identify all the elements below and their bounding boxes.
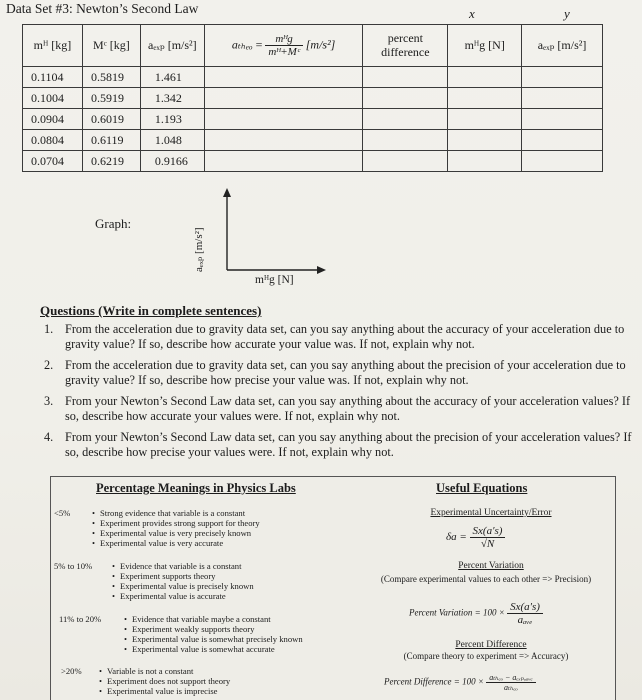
meaning-list <box>124 614 359 654</box>
meaning-list <box>99 666 321 696</box>
uncertainty-formula <box>446 525 505 550</box>
uncertainty-lhs: δa = <box>446 531 467 544</box>
question-item <box>42 394 632 424</box>
page-title: Data Set #3: Newton’s Second Law <box>6 1 199 16</box>
meaning-item: • Experimental value is very precisely known <box>92 528 314 538</box>
cell-mh: 0.0704 <box>23 151 83 172</box>
equations-heading: Useful Equations <box>436 481 528 495</box>
question-text: From your Newton’s Second Law data set, can you say anything about the accuracy of your acceleration values? If so, describe how accurate your values were. If not, explain why not. <box>65 394 631 423</box>
meaning-range: 5% to 10% <box>54 561 93 571</box>
questions-heading: Questions (Write in complete sentences) <box>40 303 262 318</box>
difference-fraction <box>486 673 535 692</box>
difference-formula <box>384 673 536 692</box>
meaning-range: 11% to 20% <box>59 614 102 624</box>
x-axis-arrow <box>317 266 326 274</box>
graph-label: Graph: <box>95 216 132 231</box>
variation-denominator: aₐᵥₑ <box>517 614 533 626</box>
meaning-list <box>92 508 314 548</box>
question-text: From your Newton’s Second Law data set, can you say anything about the precision of your acceleration values? If so, describe how precise your values were. If not, explain why not. <box>65 430 632 459</box>
question-number: 2. <box>44 358 54 372</box>
atheo-numerator: mᴴg <box>265 33 302 46</box>
difference-numerator: aₜₕₑₒ − aₑₓₚ,ₐᵥₑ <box>486 673 535 683</box>
meaning-group-gt20 <box>61 666 321 696</box>
meaning-item: • Variable is not a constant <box>99 666 321 676</box>
x-marker: x <box>469 6 475 21</box>
meaning-item: • Evidence that variable maybe a constant <box>124 614 359 624</box>
cell-aexp: 1.048 <box>140 130 204 151</box>
graph-axes <box>0 0 642 300</box>
cell-aexp: 0.9166 <box>140 151 204 172</box>
header-mh: mᴴ [kg] <box>23 25 83 67</box>
x-axis-label: mᴴg [N] <box>255 274 294 286</box>
variation-title: Percent Variation <box>458 561 524 571</box>
question-text: From the acceleration due to gravity data set, can you say anything about the accuracy of your acceleration due to gravity value? If so, describe how accurate your value was. If not, explain why not. <box>65 322 625 351</box>
cell-mh: 0.0804 <box>23 130 83 151</box>
difference-title: Percent Difference <box>455 640 527 650</box>
header-aexp: aₑₓₚ [m/s²] <box>140 25 204 67</box>
header-atheo-unit: [m/s²] <box>305 37 336 52</box>
cell-mh: 0.1004 <box>23 88 83 109</box>
cell-aexp: 1.193 <box>140 109 204 130</box>
variation-formula <box>409 601 543 626</box>
cell-mc: 0.6019 <box>82 109 140 130</box>
meaning-group-lt5 <box>54 508 314 548</box>
cell-mc: 0.5919 <box>82 88 140 109</box>
cell-aexp: 1.342 <box>140 88 204 109</box>
question-number: 4. <box>44 430 54 444</box>
meaning-item: • Experimental value is precisely known <box>112 581 334 591</box>
difference-denominator: aₜₕₑₒ <box>504 683 518 692</box>
y-marker: y <box>564 6 570 21</box>
difference-subtitle: (Compare theory to experiment => Accuracy) <box>403 651 569 661</box>
header-aexp-2: aₑₓₚ [m/s²] <box>522 25 603 67</box>
meaning-list <box>112 561 334 601</box>
atheo-denominator: mᴴ+Mᶜ <box>268 46 300 58</box>
cell-mc: 0.5819 <box>82 67 140 88</box>
uncertainty-numerator: Sx(a′s) <box>470 525 506 538</box>
uncertainty-denominator: √N <box>480 538 495 550</box>
header-percent-difference: percent difference <box>363 25 448 67</box>
cell-aexp: 1.461 <box>140 67 204 88</box>
question-item <box>42 358 632 388</box>
cell-mh: 0.0904 <box>23 109 83 130</box>
questions-list <box>42 322 632 466</box>
question-item <box>42 322 632 352</box>
meaning-item: • Experiment supports theory <box>112 571 334 581</box>
variation-fraction <box>507 601 543 626</box>
cell-mc: 0.6119 <box>82 130 140 151</box>
reference-box <box>50 476 616 700</box>
question-number: 3. <box>44 394 54 408</box>
meaning-item: • Experiment does not support theory <box>99 676 321 686</box>
header-atheo: aₜₕₑₒ = $\frac{\text{mᴴg}}{\text{mᴴ+Mᶜ}}$ [m/s²] <box>204 25 363 67</box>
header-atheo-symbol: aₜₕₑₒ <box>231 37 253 52</box>
meaning-item: • Experimental value is somewhat precisely known <box>124 634 359 644</box>
meaning-item: • Experiment weakly supports theory <box>124 624 359 634</box>
meaning-group-5-10 <box>54 561 334 601</box>
cell-mc: 0.6219 <box>82 151 140 172</box>
cell-mh: 0.1104 <box>23 67 83 88</box>
meaning-item: • Strong evidence that variable is a constant <box>92 508 314 518</box>
y-axis-arrow <box>223 188 231 197</box>
meaning-range: <5% <box>54 508 71 518</box>
meaning-range: >20% <box>61 666 82 676</box>
question-item <box>42 430 632 460</box>
meaning-item: • Experimental value is somewhat accurate <box>124 644 359 654</box>
meaning-item: • Experimental value is very accurate <box>92 538 314 548</box>
y-axis-label: aₑₓₚ [m/s²] <box>193 227 205 272</box>
header-mc: Mᶜ [kg] <box>82 25 140 67</box>
header-mhg: mᴴg [N] <box>448 25 522 67</box>
uncertainty-fraction <box>470 525 506 550</box>
meaning-item: • Experiment provides strong support for theory <box>92 518 314 528</box>
question-text: From the acceleration due to gravity data set, can you say anything about the precision of your acceleration due to gravity value? If so, describe how precise your value was. If not, explain why not. <box>65 358 626 387</box>
variation-lhs: Percent Variation = 100 × <box>409 607 505 618</box>
variation-numerator: Sx(a′s) <box>507 601 543 614</box>
question-number: 1. <box>44 322 54 336</box>
difference-lhs: Percent Difference = 100 × <box>384 676 484 687</box>
uncertainty-title: Experimental Uncertainty/Error <box>430 508 552 518</box>
meanings-heading: Percentage Meanings in Physics Labs <box>96 481 296 495</box>
meaning-group-11-20 <box>59 614 359 654</box>
variation-subtitle: (Compare experimental values to each other => Precision) <box>380 574 592 584</box>
meaning-item: • Experimental value is imprecise <box>99 686 321 696</box>
meaning-item: • Experimental value is accurate <box>112 591 334 601</box>
meaning-item: • Evidence that variable is a constant <box>112 561 334 571</box>
